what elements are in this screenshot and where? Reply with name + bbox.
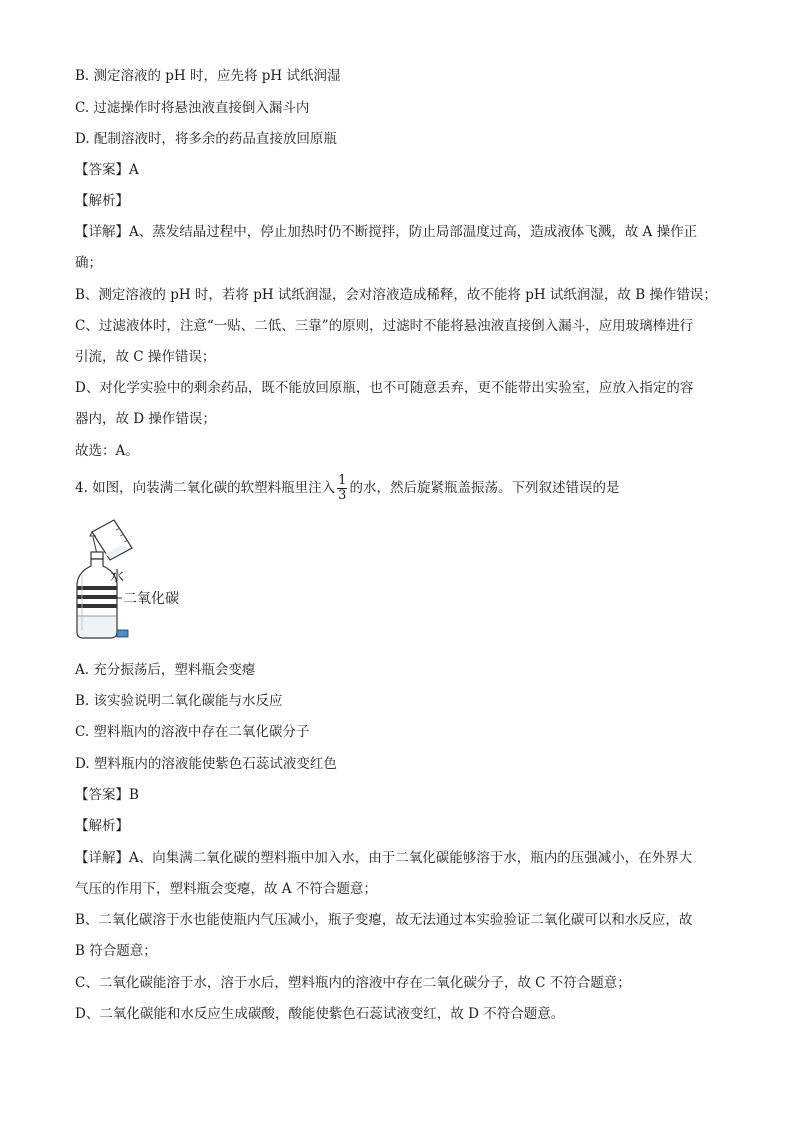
label-water: 水 xyxy=(110,569,124,585)
fraction-numerator: 1 xyxy=(338,473,347,488)
q3-detail-d-line1: D、对化学实验中的剩余药品，既不能放回原瓶，也不可随意丢弃，更不能带出实验室，应放入指定的容 xyxy=(75,380,694,396)
q3-option-b: B. 测定溶液的 pH 时，应先将 pH 试纸润湿 xyxy=(75,68,341,84)
q3-option-c: C. 过滤操作时将悬浊液直接倒入漏斗内 xyxy=(75,100,310,116)
q3-detail-a-line2: 确； xyxy=(75,255,102,271)
q3-choice: 故选：A。 xyxy=(75,443,139,459)
q3-detail-b: B、测定溶液的 pH 时，若将 pH 试纸润湿，会对溶液造成稀释，故不能将 pH 试纸润湿，故 B 操作错误； xyxy=(75,287,717,303)
q3-detail-c-line1: C、过滤液体时，注意“一贴、二低、三靠”的原则，过滤时不能将悬浊液直接倒入漏斗，应用玻璃棒进行 xyxy=(75,318,694,334)
bottle-diagram-svg xyxy=(70,518,210,643)
label-co2: 二氧化碳 xyxy=(123,591,179,607)
q3-analysis-heading: 【解析】 xyxy=(75,193,129,209)
bottle-experiment-figure xyxy=(70,518,210,643)
q4-detail-a-line1: 【详解】A、向集满二氧化碳的塑料瓶中加入水，由于二氧化碳能够溶于水，瓶内的压强减小，在外界大 xyxy=(75,850,693,866)
q4-detail-b-line1: B、二氧化碳溶于水也能使瓶内气压减小，瓶子变瘪，故无法通过本实验验证二氧化碳可以和水反应，故 xyxy=(75,912,693,928)
q4-option-c: C. 塑料瓶内的溶液中存在二氧化碳分子 xyxy=(75,724,310,740)
q4-option-a: A. 充分振荡后，塑料瓶会变瘪 xyxy=(75,662,256,678)
q4-answer: 【答案】B xyxy=(75,787,139,803)
q4-detail-a-line2: 气压的作用下，塑料瓶会变瘪，故 A 不符合题意； xyxy=(75,881,377,897)
q4-stem-pre: 4. 如图，向装满二氧化碳的软塑料瓶里注入 xyxy=(75,480,336,496)
q3-detail-d-line2: 器内，故 D 操作错误； xyxy=(75,411,216,427)
q4-detail-c: C、二氧化碳能溶于水，溶于水后，塑料瓶内的溶液中存在二氧化碳分子，故 C 不符合题意； xyxy=(75,975,631,991)
q4-stem xyxy=(75,474,619,503)
q3-detail-a-line1: 【详解】A、蒸发结晶过程中，停止加热时仍不断搅拌，防止局部温度过高，造成液体飞溅，故 A 操作正 xyxy=(75,224,698,240)
one-third-fraction xyxy=(337,474,347,503)
bottle-cap-icon xyxy=(117,630,128,637)
q3-answer: 【答案】A xyxy=(75,162,139,178)
q4-detail-b-line2: B 符合题意； xyxy=(75,943,157,959)
q4-analysis-heading: 【解析】 xyxy=(75,818,129,834)
plastic-bottle-icon xyxy=(77,552,117,638)
q3-detail-c-line2: 引流，故 C 操作错误； xyxy=(75,349,216,365)
q3-option-d: D. 配制溶液时，将多余的药品直接放回原瓶 xyxy=(75,131,337,147)
q4-option-d: D. 塑料瓶内的溶液能使紫色石蕊试液变红色 xyxy=(75,756,337,772)
q4-option-b: B. 该实验说明二氧化碳能与水反应 xyxy=(75,693,283,709)
q4-detail-d: D、二氧化碳能和水反应生成碳酸，酸能使紫色石蕊试液变红，故 D 不符合题意。 xyxy=(75,1006,565,1022)
fraction-denominator: 3 xyxy=(338,488,347,503)
q4-stem-post: 的水，然后旋紧瓶盖振荡。下列叙述错误的是 xyxy=(349,480,620,496)
